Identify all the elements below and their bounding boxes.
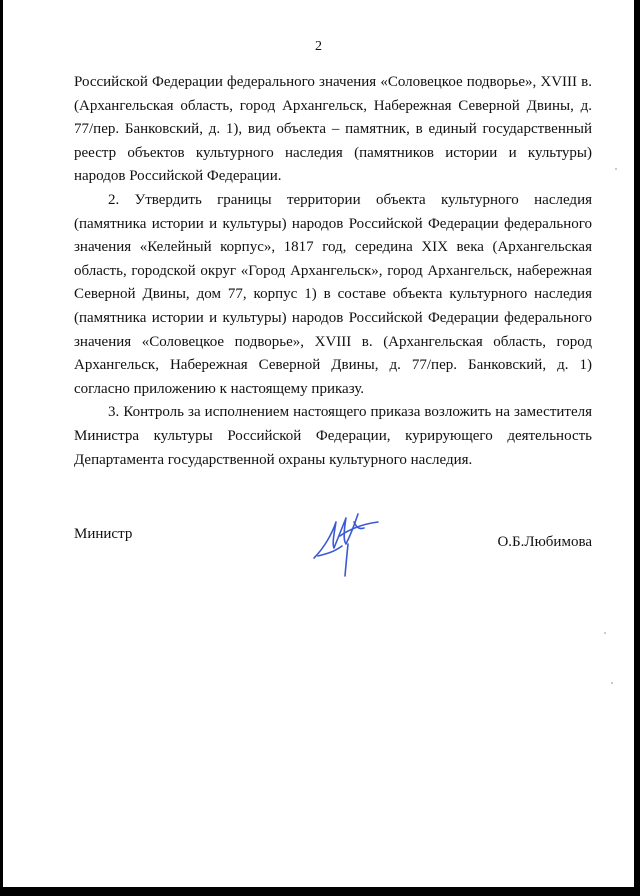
scan-artifact	[611, 682, 613, 684]
document-page	[3, 0, 634, 887]
signatory-name: О.Б.Любимова	[497, 534, 592, 550]
scan-artifact	[604, 632, 606, 634]
handwritten-signature-icon	[304, 500, 384, 580]
signatory-title: Министр	[74, 526, 133, 542]
signature-block	[74, 500, 592, 590]
scan-artifact	[615, 168, 617, 170]
paragraph-item-3: 3. Контроль за исполнением настоящего приказа возложить на заместителя Министра культуры Российской Федерации, курирующего деятельность Департамента государственной охраны культурного наследия.	[74, 404, 592, 468]
paragraph-continuation: Российской Федерации федерального значения «Соловецкое подворье», XVIII в. (Архангельская область, город Архангельск, Набережная Северной Двины, д. 77/пер. Банковский, д. 1), вид объекта – памятник, в единый государственный реестр объектов культурного наследия (памятников истории и культуры) народов Российской Федерации.	[74, 74, 592, 185]
document-body	[74, 71, 592, 472]
page-number: 2	[315, 39, 322, 54]
paragraph-item-2: 2. Утвердить границы территории объекта культурного наследия (памятника истории и культуры) народов Российской Федерации федерального значения «Келейный корпус», 1817 год, середина XIX века (Архангельская область, городской округ «Город Архангельск», город Архангельск, набережная Северной Двины, дом 77, корпус 1) в составе объекта культурного наследия (памятника истории и культуры) народов Российской Федерации федерального значения «Соловецкое подворье», XVIII в. (Архангельская область, город Архангельск, Набережная Северной Двины, д. 77/пер. Банковский, д. 1) согласно приложению к настоящему приказу.	[74, 191, 592, 397]
